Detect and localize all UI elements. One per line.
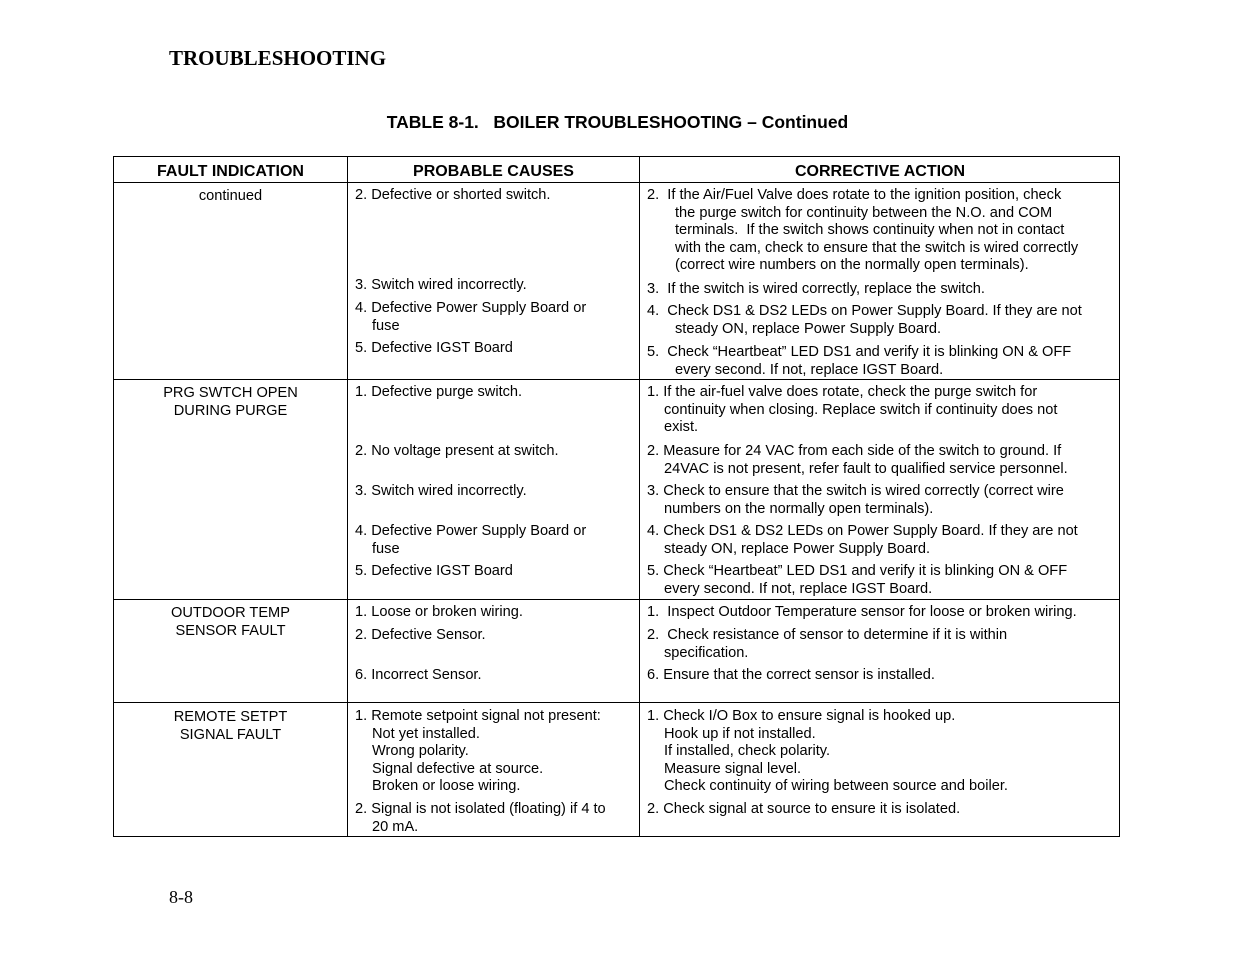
corrective-action-item [647,563,1115,598]
action-line: every second. If not, replace IGST Board. [664,580,933,597]
action-line: steady ON, replace Power Supply Board. [664,540,931,557]
action-line: 3. If the switch is wired correctly, replace the switch. [647,281,985,297]
probable-cause-item [355,667,630,685]
cause-line: 5. Defective IGST Board [355,563,513,579]
action-line: 4. Check DS1 & DS2 LEDs on Power Supply Board. If they are not [647,303,1082,319]
action-line: the purge switch for continuity between the N.O. and COM [675,204,1053,221]
fault-text: OUTDOOR TEMP [171,605,290,621]
probable-cause-item [355,384,630,402]
probable-cause-item [355,443,630,461]
column-divider [639,157,640,836]
action-line: 2. If the Air/Fuel Valve does rotate to the ignition position, check [647,187,1062,203]
action-line: with the cam, check to ensure that the switch is wired correctly [675,239,1079,256]
corrective-action-item [647,523,1115,558]
corrective-action-item [647,384,1115,437]
cause-line: fuse [372,317,400,334]
page-number: 8-8 [169,887,193,907]
corrective-action-item [647,443,1115,478]
cause-line: 4. Defective Power Supply Board or [355,300,587,316]
action-line: 2. Measure for 24 VAC from each side of the switch to ground. If [647,443,1062,459]
cause-line: 2. Signal is not isolated (floating) if 4 to [355,801,606,817]
cause-line: 3. Switch wired incorrectly. [355,483,527,499]
fault-text: REMOTE SETPT [173,709,288,725]
cause-line: 1. Remote setpoint signal not present: [355,708,601,724]
fault-text: SIGNAL FAULT [179,727,282,743]
action-line: 1. Check I/O Box to ensure signal is hooked up. [647,708,956,724]
corrective-action-item [647,604,1115,622]
column-divider [347,157,348,836]
probable-cause-item [355,801,630,836]
fault-indication-cell [114,708,347,744]
corrective-action-item [647,281,1115,299]
corrective-action-item [647,187,1115,275]
action-line: 24VAC is not present, refer fault to qualified service personnel. [664,460,1068,477]
action-line: specification. [664,644,749,661]
action-line: 4. Check DS1 & DS2 LEDs on Power Supply Board. If they are not [647,523,1078,539]
corrective-action-item [647,667,1115,685]
corrective-action-item [647,801,1115,819]
cause-line: 2. No voltage present at switch. [355,443,559,459]
action-line: (correct wire numbers on the normally open terminals). [675,257,1029,274]
cause-line: Wrong polarity. [372,743,469,760]
row-divider [114,702,1119,703]
cause-line: 1. Defective purge switch. [355,384,523,400]
fault-text: continued [198,188,263,204]
action-line: 1. Inspect Outdoor Temperature sensor for loose or broken wiring. [647,604,1077,620]
cause-line: 2. Defective or shorted switch. [355,187,551,203]
action-line: 1. If the air-fuel valve does rotate, check the purge switch for [647,384,1038,400]
action-line: numbers on the normally open terminals). [664,500,934,517]
probable-cause-item [355,277,630,295]
row-divider [114,599,1119,600]
action-line: 2. Check resistance of sensor to determine if it is within [647,627,1008,643]
action-line: Check continuity of wiring between source and boiler. [664,778,1008,795]
cause-line: Broken or loose wiring. [372,778,521,795]
section-title: TROUBLESHOOTING [169,46,387,70]
row-divider [114,182,1119,183]
probable-cause-item [355,563,630,581]
action-line: 5. Check “Heartbeat” LED DS1 and verify it is blinking ON & OFF [647,563,1068,579]
probable-cause-item [355,483,630,501]
corrective-action-item [647,303,1115,338]
action-line: steady ON, replace Power Supply Board. [675,320,942,337]
cause-line: 6. Incorrect Sensor. [355,667,482,683]
action-line: continuity when closing. Replace switch if continuity does not [664,401,1058,418]
header-corrective-action: CORRECTIVE ACTION [794,163,966,180]
action-line: 2. Check signal at source to ensure it is isolated. [647,801,961,817]
header-fault-indication: FAULT INDICATION [157,163,304,180]
probable-cause-item [355,627,630,645]
cause-line: 1. Loose or broken wiring. [355,604,523,620]
fault-indication-cell [114,384,347,420]
table-title: TABLE 8-1. BOILER TROUBLESHOOTING – Continued [386,112,849,132]
action-line: 6. Ensure that the correct sensor is installed. [647,667,935,683]
action-line: every second. If not, replace IGST Board. [675,361,944,378]
cause-line: 20 mA. [372,818,419,835]
cause-line: fuse [372,540,400,557]
action-line: exist. [664,419,699,436]
probable-cause-item [355,187,630,205]
fault-indication-cell [114,604,347,640]
corrective-action-item [647,708,1115,796]
action-line: terminals. If the switch shows continuity when not in contact [675,222,1065,239]
action-line: Hook up if not installed. [664,725,816,742]
action-line: 3. Check to ensure that the switch is wired correctly (correct wire [647,483,1064,499]
probable-cause-item [355,340,630,358]
fault-text: PRG SWTCH OPEN [163,385,298,401]
action-line: Measure signal level. [664,760,802,777]
probable-cause-item [355,523,630,558]
cause-line: Not yet installed. [372,725,480,742]
fault-text: SENSOR FAULT [175,623,286,639]
action-line: 5. Check “Heartbeat” LED DS1 and verify it is blinking ON & OFF [647,344,1072,360]
cause-line: 4. Defective Power Supply Board or [355,523,587,539]
cause-line: 3. Switch wired incorrectly. [355,277,527,293]
cause-line: Signal defective at source. [372,760,544,777]
cause-line: 2. Defective Sensor. [355,627,486,643]
corrective-action-item [647,483,1115,518]
corrective-action-item [647,627,1115,662]
corrective-action-item [647,344,1115,379]
cause-line: 5. Defective IGST Board [355,340,513,356]
probable-cause-item [355,708,630,796]
action-line: If installed, check polarity. [664,743,831,760]
fault-indication-cell [114,187,347,205]
probable-cause-item [355,300,630,335]
fault-text: DURING PURGE [173,403,288,419]
probable-cause-item [355,604,630,622]
header-probable-causes: PROBABLE CAUSES [413,163,574,180]
